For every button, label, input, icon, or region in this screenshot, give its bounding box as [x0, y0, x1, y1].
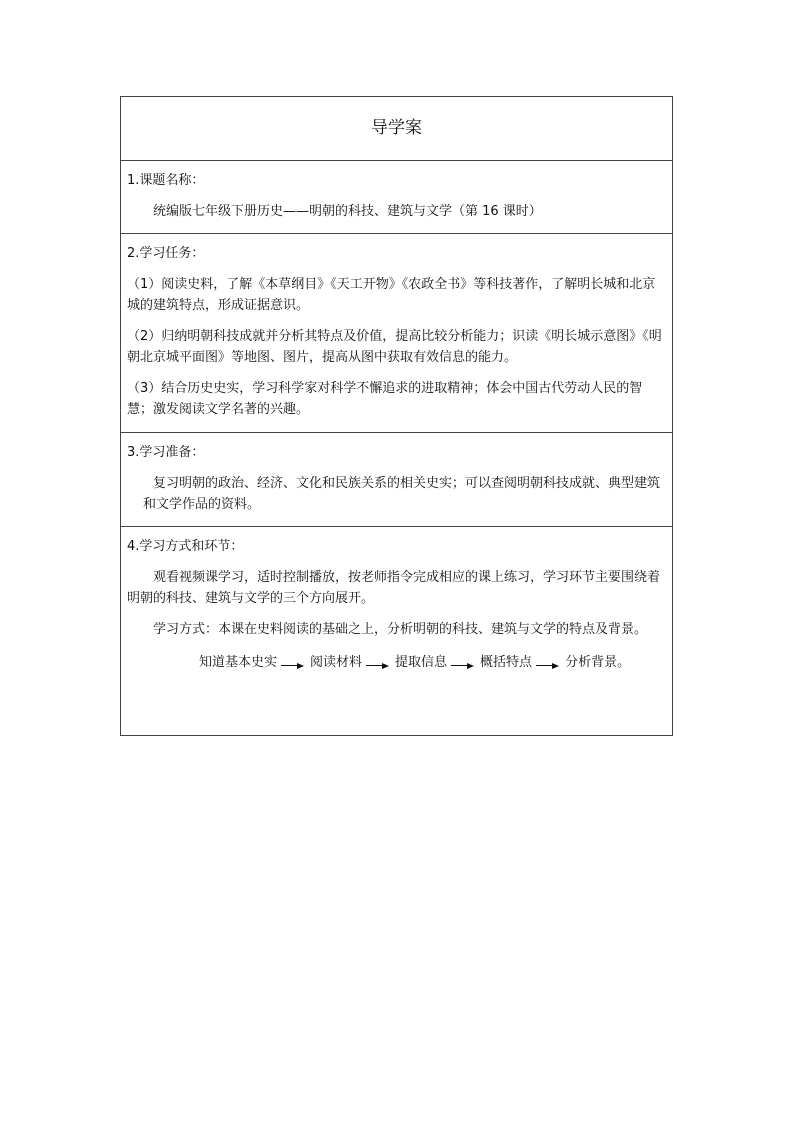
section-heading: 4.学习方式和环节： [127, 539, 244, 554]
flow-step: 阅读材料 [310, 655, 363, 670]
section-heading: 3.学习准备： [127, 445, 205, 460]
arrow-right-icon [536, 663, 559, 669]
section-heading: 2.学习任务： [127, 246, 205, 261]
method-paragraph: 观看视频课学习，适时控制播放，按老师指令完成相应的课上练习，学习环节主要围绕着明朝的科技、建筑与文学的三个方向展开。 [127, 570, 661, 606]
section-learning-tasks [121, 233, 672, 432]
guide-table [120, 96, 673, 736]
section-heading: 1.课题名称： [127, 173, 205, 188]
arrow-right-icon [281, 663, 304, 669]
task-item: （1）阅读史料，了解《本草纲目》《天工开物》《农政全书》等科技著作，了解明长城和北京城的建筑特点，形成证据意识。 [127, 277, 656, 313]
section-preparation [121, 432, 672, 526]
flow-step: 知道基本史实 [199, 655, 278, 670]
flow-step: 分析背景。 [565, 655, 631, 670]
method-paragraph: 学习方式：本课在史料阅读的基础之上，分析明朝的科技、建筑与文学的特点及背景。 [153, 622, 648, 637]
process-flow [127, 652, 666, 673]
section-lesson-name [121, 160, 672, 233]
document-title: 导学案 [371, 118, 422, 138]
preparation-text: 复习明朝的政治、经济、文化和民族关系的相关史实；可以查阅明朝科技成就、典型建筑和文学作品的资料。 [143, 476, 661, 512]
flow-step: 概括特点 [480, 655, 533, 670]
section-learning-method [121, 526, 672, 735]
task-item: （3）结合历史史实，学习科学家对科学不懈追求的进取精神；体会中国古代劳动人民的智慧；激发阅读文学名著的兴趣。 [127, 381, 643, 417]
lesson-name-text: 统编版七年级下册历史——明朝的科技、建筑与文学（第 16 课时） [153, 204, 542, 219]
title-row [121, 97, 672, 160]
task-item: （2）归纳明朝科技成就并分析其特点及价值，提高比较分析能力；识读《明长城示意图》《明朝北京城平面图》等地图、图片，提高从图中获取有效信息的能力。 [127, 329, 662, 365]
arrow-right-icon [366, 663, 389, 669]
arrow-right-icon [451, 663, 474, 669]
flow-step: 提取信息 [395, 655, 448, 670]
